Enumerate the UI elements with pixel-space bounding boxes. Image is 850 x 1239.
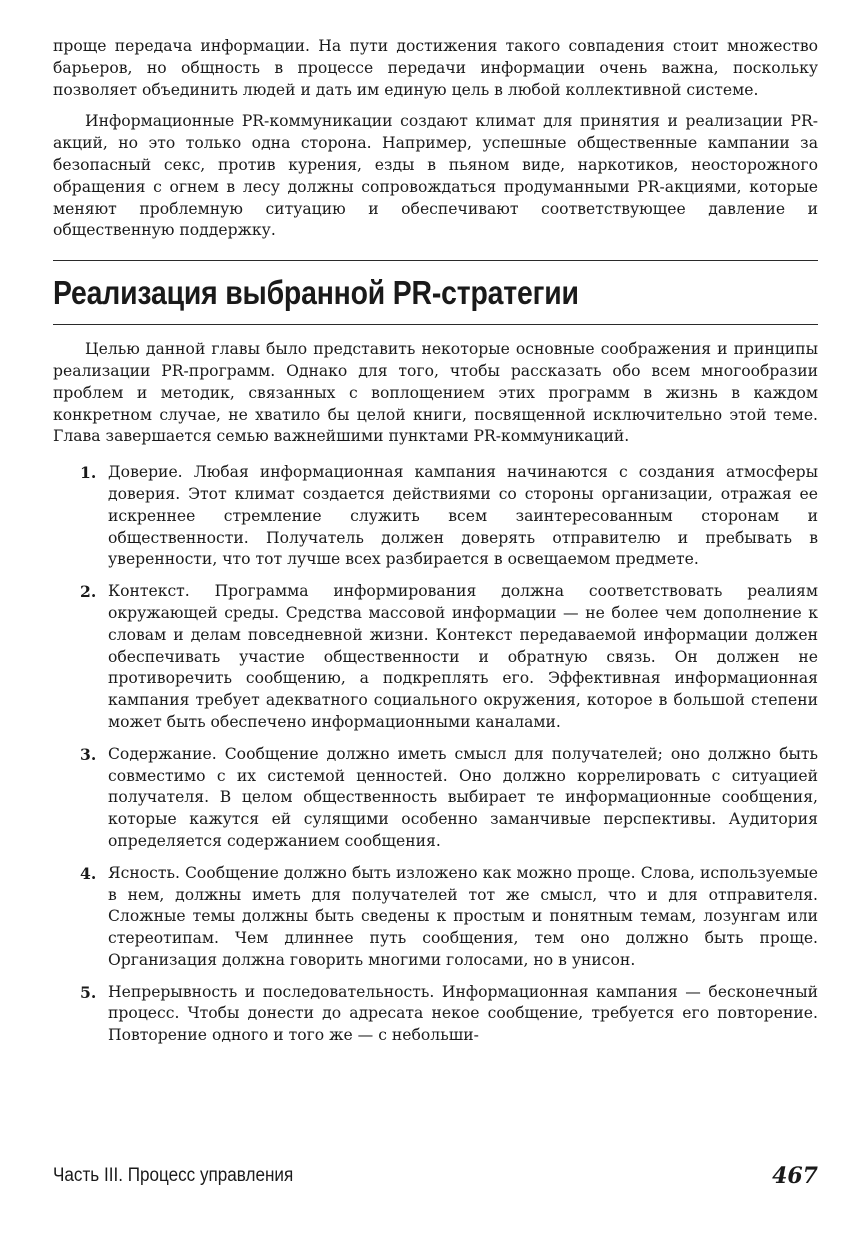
list-item	[53, 462, 818, 571]
list-item-text: Содержание. Сообщение должно иметь смысл для получателей; оно должно быть совместимо с их системой ценностей. Оно должно коррелировать с ситуацией получателя. В целом общественность выбирает те информационные сообщения, которые кажутся ей сулящими особенно заманчивые перспективы. Аудитория определяется содержанием сообщения.	[108, 744, 818, 850]
list-item-text: Непрерывность и последовательность. Информационная кампания — бесконечный процесс. Чтобы донести до адресата некое сообщение, требуется его повторение. Повторение одного и того же — с небольши-	[108, 982, 818, 1045]
list-item	[53, 581, 818, 734]
key-points-list	[53, 462, 818, 1047]
section-lead-paragraph: Целью данной главы было представить некоторые основные соображения и принципы реализации PR-программ. Однако для того, чтобы рассказать обо всем многообразии проблем и методик, связанных с воплощением этих программ в жизнь в каждом конкретном случае, не хватило бы целой книги, посвященной исключительно этой теме. Глава завершается семью важнейшими пунктами PR-коммуникаций.	[53, 340, 818, 446]
list-item-number: 2.	[80, 582, 97, 602]
footer-section-label: Часть III. Процесс управления	[53, 1165, 294, 1186]
list-item-text: Контекст. Программа информирования должна соответствовать реалиям окружающей среды. Средства массовой информации — не более чем дополнение к словам и делам повседневной жизни. Контекст передаваемой информации должен обеспечивать участие общественности и обратную связь. Он должен не противоречить сообщению, а подкреплять его. Эффективная информационная кампания требует адекватного социального окружения, которое в большой степени может быть обеспечено информационными каналами.	[108, 582, 818, 731]
list-item-number: 5.	[80, 982, 97, 1002]
heading-rule-top	[53, 260, 818, 261]
intro-paragraph-1: проще передача информации. На пути достижения такого совпадения стоит множество барьеров, но общность в процессе передачи информации очень важна, поскольку позволяет объединить людей и дать им единую цель в любой коллективной системе.	[53, 37, 818, 99]
intro-paragraph-2: Информационные PR-коммуникации создают климат для принятия и реализации PR-акций, но это только одна сторона. Например, успешные общественные кампании за безопасный секс, против курения, езды в пьяном виде, наркотиков, неосторожного обращения с огнем в лесу должны сопровождаться продуманными PR-акциями, которые меняют проблемную ситуацию и обеспечивают соответствующее давление и общественную поддержку.	[53, 112, 818, 240]
page-footer	[53, 1162, 818, 1192]
list-item	[53, 863, 818, 972]
heading-rule-bottom	[53, 324, 818, 325]
list-item	[53, 982, 818, 1047]
page-number: 467	[772, 1163, 818, 1189]
list-item-number: 4.	[80, 863, 97, 883]
list-item-text: Ясность. Сообщение должно быть изложено как можно проще. Слова, используемые в нем, должны иметь для получателей тот же смысл, что и для отправителя. Сложные темы должны быть сведены к простым и понятным темам, лозунгам или стереотипам. Чем длиннее путь сообщения, тем оно должно быть проще. Организация должна говорить многими голосами, но в унисон.	[108, 863, 818, 969]
list-item-number: 1.	[80, 463, 97, 483]
list-item-text: Доверие. Любая информационная кампания начинаются с создания атмосферы доверия. Этот климат создается действиями со стороны организации, отражая ее искреннее стремление служить всем заинтересованным сторонам и общественности. Получатель должен доверять отправителю и пребывать в уверенности, что тот лучше всех разбирается в освещаемом предмете.	[108, 463, 818, 569]
list-item	[53, 744, 818, 853]
section-heading: Реализация выбранной PR-стратегии	[53, 274, 579, 312]
page-body	[53, 36, 818, 1057]
list-item-number: 3.	[80, 744, 97, 764]
